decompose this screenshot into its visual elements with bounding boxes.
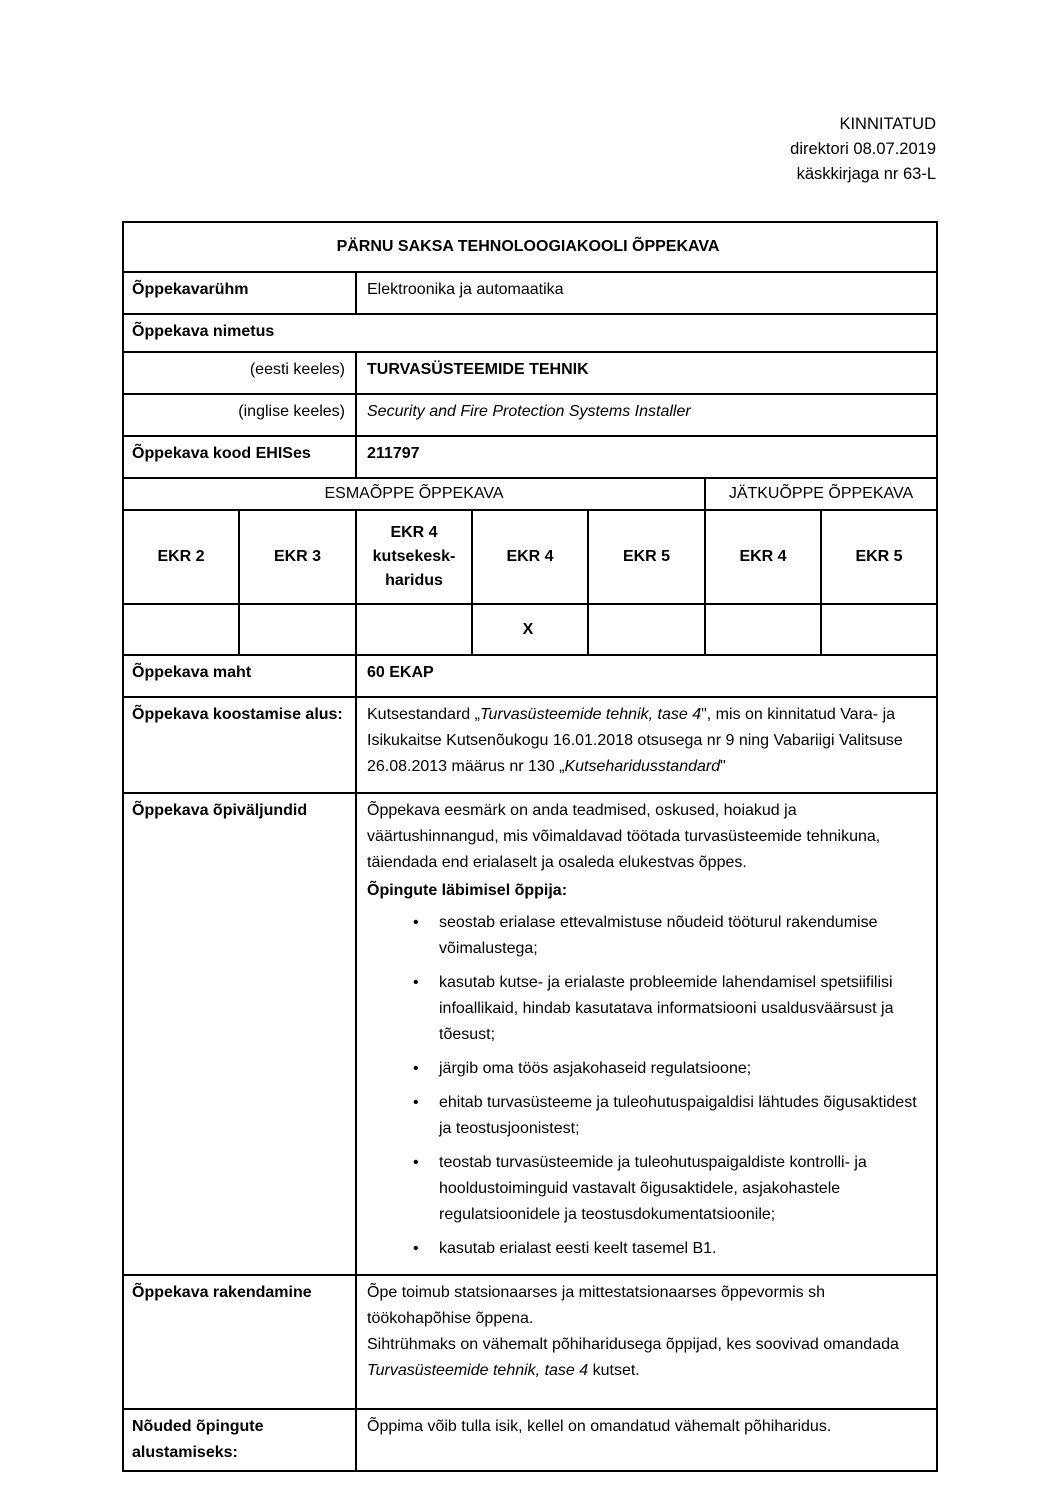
row-level-headers [123, 478, 937, 510]
value-koostamise-alus [356, 697, 937, 793]
ekr-level-cell: EKR 4 [472, 510, 588, 604]
value-nouded-alustamiseks: Õppima võib tulla isik, kellel on omandatud vähemalt põhiharidus. [356, 1409, 937, 1471]
rakendamine-p2 [367, 1332, 922, 1384]
approval-line-decree-number: käskkirjaga nr 63-L [796, 165, 936, 183]
row-opivaljundid [123, 793, 937, 1275]
ekr4-line2: kutsekesk- [372, 548, 456, 565]
ekr-level-cell: EKR 5 [588, 510, 705, 604]
row-ekr-levels [123, 510, 937, 604]
ekr-level-cell: EKR 2 [123, 510, 239, 604]
label-oppekava-maht: Õppekava maht [123, 655, 356, 697]
ekr-level-cell: EKR 3 [239, 510, 356, 604]
value-ehis-kood: 211797 [356, 436, 937, 478]
row-rakendamine [123, 1275, 937, 1409]
row-koostamise-alus [123, 697, 937, 793]
approval-line-director-date: direktori 08.07.2019 [790, 140, 936, 158]
ekr-mark-cell-selected: X [472, 604, 588, 655]
ekr-mark-cell [123, 604, 239, 655]
bullet-item: • järgib oma töös asjakohaseid regulatsioone; [409, 1056, 922, 1082]
header-esmaoppe: ESMAÕPPE ÕPPEKAVA [123, 478, 705, 510]
ekr4-line1: EKR 4 [390, 524, 438, 541]
text-segment-standard-title: Turvasüsteemide tehnik, tase 4 [479, 706, 702, 723]
header-jatkuoppe: JÄTKUÕPPE ÕPPEKAVA [705, 478, 937, 510]
row-ehis-kood [123, 436, 937, 478]
opivaljundid-subheading: Õpingute läbimisel õppija: [367, 882, 568, 899]
label-nouded-alustamiseks: Nõuded õpingute alustamiseks: [123, 1409, 356, 1471]
row-oppekavaruhm [123, 272, 937, 314]
table-title: PÄRNU SAKSA TEHNOLOOGIAKOOLI ÕPPEKAVA [123, 222, 937, 272]
bullet-item: • seostab erialase ettevalmistuse nõudeid tööturul rakendumise võimalustega; [409, 910, 922, 962]
label-rakendamine: Õppekava rakendamine [123, 1275, 356, 1409]
ekr-mark-cell [588, 604, 705, 655]
value-nimetus-eesti: TURVASÜSTEEMIDE TEHNIK [356, 352, 937, 394]
value-opivaljundid [356, 793, 937, 1275]
curriculum-table [122, 221, 938, 1472]
row-nimetus-inglise [123, 394, 937, 436]
value-oppekavaruhm: Elektroonika ja automaatika [356, 272, 937, 314]
bullet-item: • kasutab erialast eesti keelt tasemel B1. [409, 1236, 922, 1262]
row-nouded-alustamiseks [123, 1409, 937, 1471]
ekr-mark-cell [356, 604, 472, 655]
ekr-level-cell: EKR 5 [821, 510, 937, 604]
value-oppekava-maht: 60 EKAP [356, 655, 937, 697]
text-segment: Kutsestandard „ [367, 706, 480, 723]
opivaljundid-list [367, 910, 922, 1262]
bullet-item: • ehitab turvasüsteeme ja tuleohutuspaigaldisi lähtudes õigusaktidest ja teostusjoonistest; [409, 1090, 922, 1142]
row-oppekava-nimetus [123, 314, 937, 352]
text-segment: Sihtrühmaks on vähemalt põhiharidusega õppijad, kes soovivad omandada [367, 1336, 899, 1353]
bullet-item: • teostab turvasüsteemide ja tuleohutuspaigaldiste kontrolli- ja hooldustoiminguid vastavalt õigusaktidele, asjakohastele regulatsioonidele ja teostusdokumentatsioonile; [409, 1150, 922, 1228]
ekr-mark-cell [239, 604, 356, 655]
ekr-mark-cell [705, 604, 821, 655]
text-segment-kutse-title: Turvasüsteemide tehnik, tase 4 [367, 1362, 589, 1379]
label-koostamise-alus: Õppekava koostamise alus: [123, 697, 356, 793]
ekr-level-cell: EKR 4 [705, 510, 821, 604]
ekr-mark-cell [821, 604, 937, 655]
row-ekr-selection [123, 604, 937, 655]
ekr-level-cell-kutsekeskharidus [356, 510, 472, 604]
rakendamine-p1: Õpe toimub statsionaarses ja mittestatsionaarses õppevormis sh töökohapõhise õppena. [367, 1284, 825, 1327]
approval-stamp [790, 112, 936, 187]
bullet-item: • kasutab kutse- ja erialaste probleemide lahendamisel spetsiifilisi infoallikaid, hindab kasutatava informatsiooni usaldusväärsust ja tõesust; [409, 970, 922, 1048]
row-nimetus-eesti [123, 352, 937, 394]
opivaljundid-intro: Õppekava eesmärk on anda teadmised, oskused, hoiakud ja väärtushinnangud, mis võimaldavad töötada turvasüsteemide tehnikuna, täiendada end erialaselt ja osaleda elukestvas õppes. [367, 802, 881, 871]
text-segment-kutseharidusstandard: Kutseharidusstandard [564, 758, 721, 775]
approval-line-kinnitatud: KINNITATUD [839, 115, 936, 133]
label-opivaljundid: Õppekava õpiväljundid [123, 793, 356, 1275]
text-segment: " [720, 758, 726, 775]
label-oppekavaruhm: Õppekavarühm [123, 272, 356, 314]
value-rakendamine [356, 1275, 937, 1409]
label-inglise-keeles: (inglise keeles) [123, 394, 356, 436]
label-eesti-keeles: (eesti keeles) [123, 352, 356, 394]
ekr4-line3: haridus [385, 572, 443, 589]
row-oppekava-maht [123, 655, 937, 697]
label-ehis-kood: Õppekava kood EHISes [123, 436, 356, 478]
row-title [123, 222, 937, 272]
value-nimetus-inglise: Security and Fire Protection Systems Installer [356, 394, 937, 436]
text-segment: kutset. [588, 1362, 640, 1379]
text-segment: ", mis on kinnitatud Vara- ja Isikukaitse Kutsenõukogu 16.01.2018 otsusega nr 9 ning Vabariigi Valitsuse 26.08.2013 määrus nr 130 „ [367, 706, 903, 775]
label-oppekava-nimetus: Õppekava nimetus [123, 314, 937, 352]
